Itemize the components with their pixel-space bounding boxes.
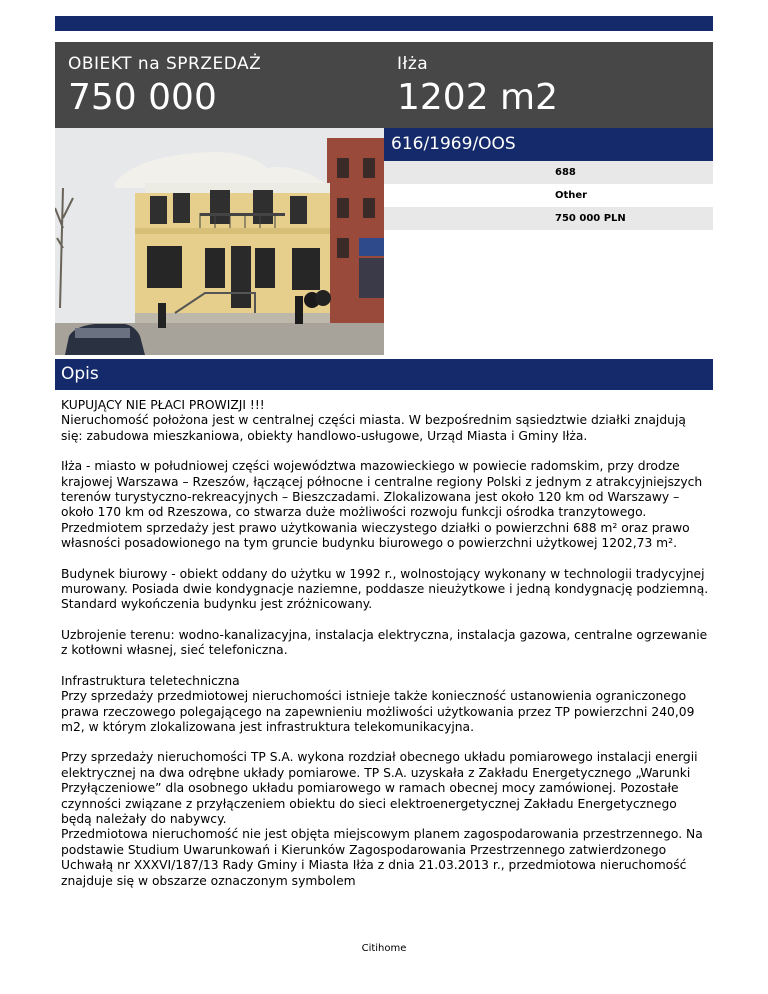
spec-row-price: 750 000 PLN xyxy=(384,207,713,230)
offer-label: OBIEKT na SPRZEDAŻ xyxy=(68,54,262,74)
section-header-opis xyxy=(55,359,713,390)
spec-list xyxy=(384,161,713,230)
footer-brand: Citihome xyxy=(361,943,407,954)
spec-row-type: Other xyxy=(555,190,588,201)
section-title: Opis xyxy=(61,364,99,384)
description-paragraph: Budynek biurowy - obiekt oddany do użytku w 1992 r., wolnostojący wykonany w technologii tradycyjnej murowany. Posiada dwie kondygnacje naziemne, poddasze nieużytkowe i jedną kondygnację podziemną. Standard wykończenia budynku jest zróżnicowany. xyxy=(61,566,709,612)
description-paragraph: Infrastruktura teletechniczna Przy sprzedaży przedmiotowej nieruchomości istnieje także konieczność ustanowienia ograniczonego prawa rzeczowego polegającego na zapewnieniu możliwości użytkowania przez TP powierzchni 240,09 m2, w którym zlokalizowana jest infrastruktura telekomunikacyjna. xyxy=(61,673,695,734)
area-value: 1202 m2 xyxy=(397,77,559,118)
spec-row-plot-area: 688 xyxy=(384,161,713,184)
description-paragraph: Uzbrojenie terenu: wodno-kanalizacyjna, instalacja elektryczna, instalacja gazowa, centralne ogrzewanie z kotłowni własnej, sieć telefoniczna. xyxy=(61,627,708,658)
description-paragraph: Iłża - miasto w południowej części województwa mazowieckiego w powiecie radomskim, przy drodze krajowej Warszawa – Rzeszów, łączącej północne i centralne regiony Polski z jednym z atrakcyjniejszych terenów turystyczno-rekreacyjnych – Bieszczadami. Zlokalizowana jest około 120 km od Warszawy – około 170 km od Rzeszowa, co stwarza duże możliwości rozwoju funkcji ośrodka tranzytowego. Przedmiotem sprzedaży jest prawo użytkowania wieczystego działki o powierzchni 688 m² oraz prawo własności posadowionego na tym gruncie budynku biurowego o powierzchni użytkowej 1202,73 m². xyxy=(61,459,703,551)
top-accent-bar xyxy=(55,16,713,31)
reference-number: 616/1969/OOS xyxy=(391,134,516,154)
price-block xyxy=(68,54,261,116)
description-paragraph: KUPUJĄCY NIE PŁACI PROWIZJI !!! Nieruchomość położona jest w centralnej części miasta. W bezpośrednim sąsiedztwie działki znajdują się: zabudowa mieszkaniowa, obiekty handlowo-usługowe, Urząd Miasta i Gminy Iłża. xyxy=(61,398,686,443)
listing-header xyxy=(55,42,713,128)
description-body xyxy=(61,398,711,889)
area-block xyxy=(397,54,558,116)
city-label: Iłża xyxy=(397,54,429,74)
price-value: 750 000 xyxy=(68,77,217,118)
property-photo xyxy=(55,128,384,355)
description-paragraph: Przy sprzedaży nieruchomości TP S.A. wykona rozdział obecnego układu pomiarowego instalacji energii elektrycznej na dwa odrębne układy pomiarowe. TP S.A. uzyskała z Zakładu Energetycznego „Warunki Przyłączeniowe” dla osobnego układu pomiarowego w ramach obecnej mocy zamówionej. Pozostałe czynności związane z przyłączeniem obiektu do sieci elektroenergetycznej Zakładu Energetycznego będą należały do nabywcy. Przedmiotowa nieruchomość nie jest objęta miejscowym planem zagospodarowania przestrzennego. Na podstawie Studium Uwarunkowań i Kierunków Zagospodarowania Przestrzennego zatwierdzonego Uchwałą nr XXXVI/187/13 Rady Gminy i Miasta Iłża z dnia 21.03.2013 r., przedmiotowa nieruchomość znajduje się w obszarze oznaczonym symbolem xyxy=(61,750,703,888)
reference-bar xyxy=(384,128,713,161)
